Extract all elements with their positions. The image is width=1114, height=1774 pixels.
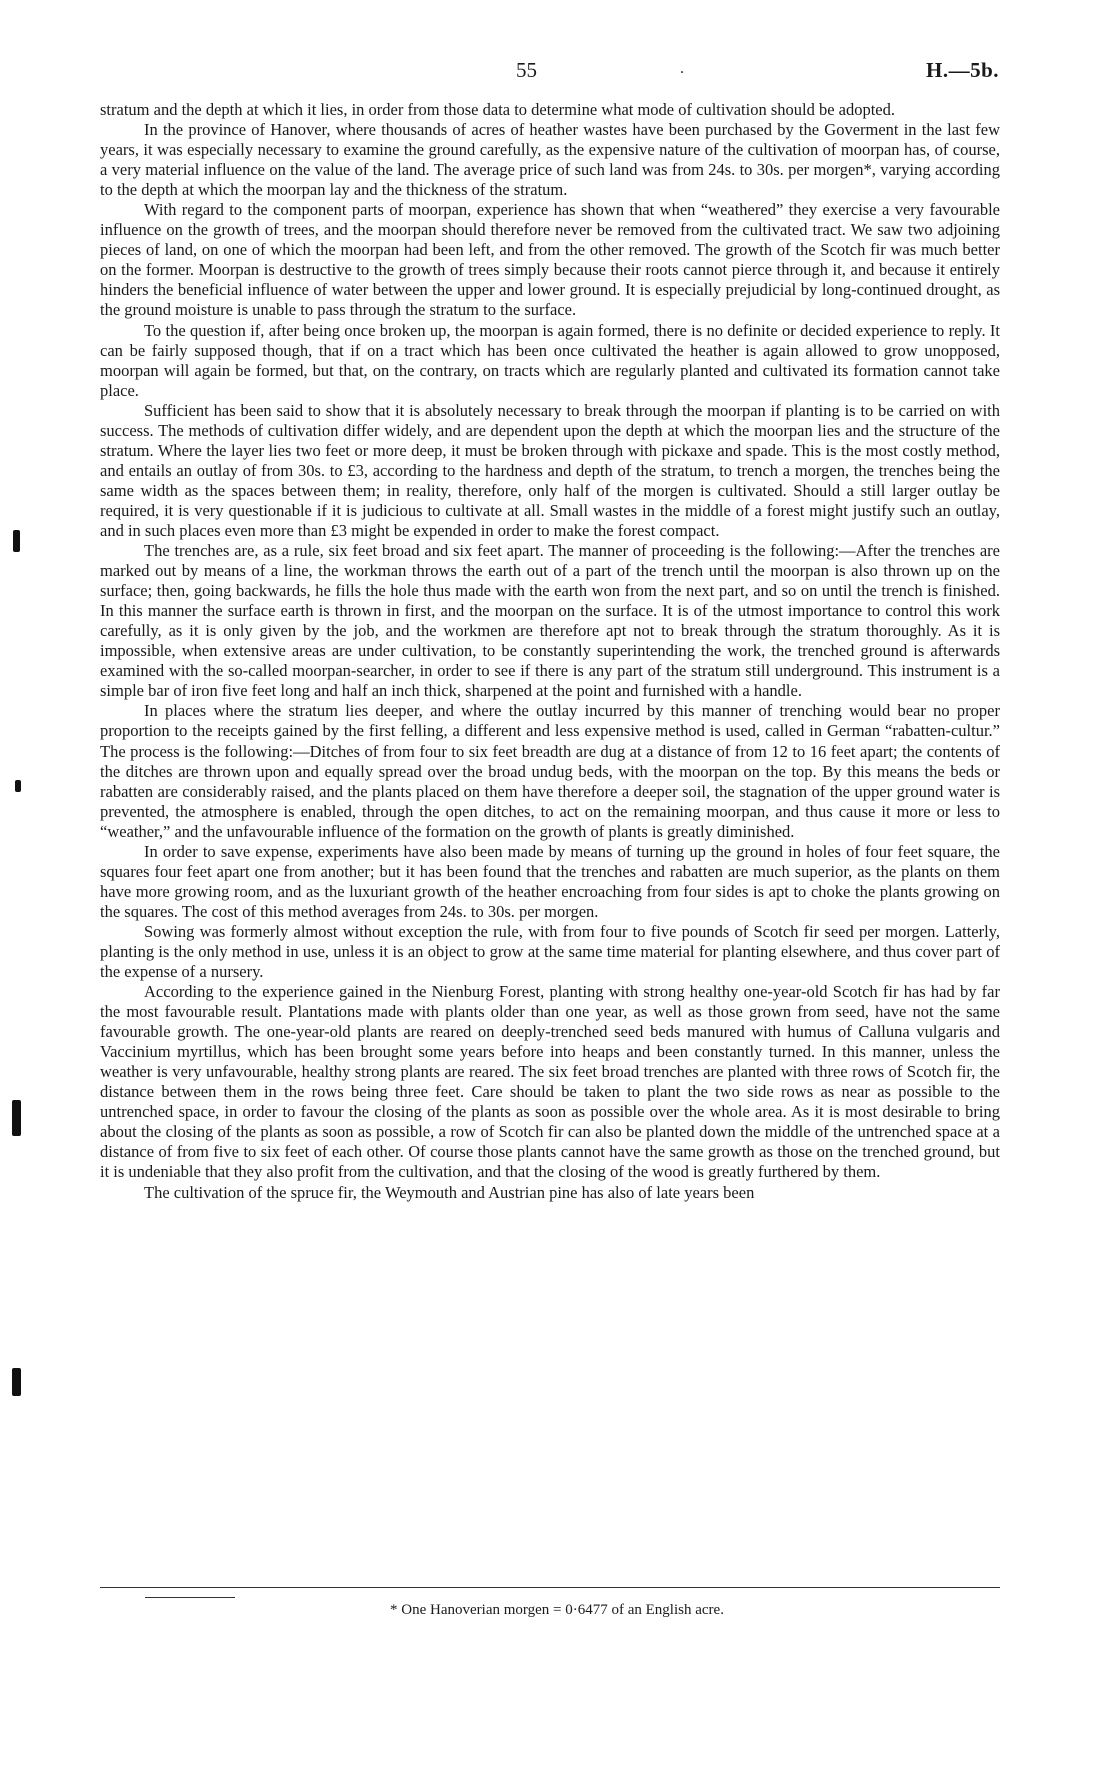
margin-mark: [15, 780, 21, 792]
page-number: 55: [516, 58, 537, 82]
document-series-code: H.—5b.: [925, 58, 999, 82]
paragraph: The trenches are, as a rule, six feet broad and six feet apart. The manner of proceeding is the following:—After the trenches are marked out by means of a line, the workman throws the earth out of a part of the trench until the moorpan is also thrown up on the surface; then, going backwards, he fills the hole thus made with the earth won from the next part, and so on until the trench is finished. In this manner the surface earth is thrown in first, and the moorpan on the surface. It is of the utmost importance to control this work carefully, as it is only given by the job, and the workmen are therefore apt not to break through the stratum thoroughly. As it is impossible, when extensive areas are under cultivation, to be constantly superintending the work, the trenched ground is afterwards examined with the so-called moorpan-searcher, in order to see if there is any part of the stratum still underground. This instrument is a simple bar of iron five feet long and half an inch thick, sharpened at the point and furnished with a handle.: [100, 541, 1000, 701]
footnote-divider: [100, 1587, 1000, 1588]
paragraph: Sufficient has been said to show that it is absolutely necessary to break through the moorpan if planting is to be carried on with success. The methods of cultivation differ widely, and are dependent upon the depth at which the moorpan lies and the structure of the stratum. Where the layer lies two feet or more deep, it must be broken through with pickaxe and spade. This is the most costly method, and entails an outlay of from 30s. to £3, according to the hardness and depth of the stratum, to trench a morgen, the trenches being the same width as the spaces between them; in reality, therefore, only half of the morgen is cultivated. Should a still larger outlay be required, it is very questionable if it is judicious to cultivate at all. Small wastes in the middle of a forest might justify such an outlay, and in such places even more than £3 might be expended in order to make the forest compact.: [100, 400, 1000, 540]
footnote: * One Hanoverian morgen = 0·6477 of an English acre.: [390, 1602, 724, 1618]
paragraph: stratum and the depth at which it lies, in order from those data to determine what mode of cultivation should be adopted.: [100, 100, 896, 119]
paragraph: According to the experience gained in the Nienburg Forest, planting with strong healthy one-year-old Scotch fir has had by far the most favourable result. Plantations made with plants older than one year, as well as those grown from seed, have not the same favourable growth. The one-year-old plants are reared on deeply-trenched seed beds manured with humus of Calluna vulgaris and Vaccinium myrtillus, which has been brought some years before into heaps and been constantly turned. In this manner, unless the weather is very unfavourable, healthy strong plants are reared. The six feet broad trenches are planted with three rows of Scotch fir, the distance between them in the rows being three feet. Care should be taken to plant the two side rows as near as possible to the untrenched space, in order to favour the closing of the plants as soon as possible over the whole area. As it is most desirable to bring about the closing of the plants as soon as possible, a row of Scotch fir can also be planted down the middle of the untrenched space at a distance of from five to six feet of each other. Of course those plants cannot have the same growth as those on the trenched ground, but it is undeniable that they also profit from the cultivation, and that the closing of the wood is greatly furthered by them.: [100, 982, 1000, 1182]
margin-mark: [12, 1368, 21, 1396]
margin-mark: [12, 1100, 21, 1136]
paragraph: With regard to the component parts of moorpan, experience has shown that when “weathered” they exercise a very favourable influence on the growth of trees, and the moorpan should therefore never be removed from the cultivated tract. We saw two adjoining pieces of land, on one of which the moorpan had been left, and from the other removed. The growth of the Scotch fir was much better on the former. Moorpan is destructive to the growth of trees simply because their roots cannot pierce through it, and because it entirely hinders the beneficial influence of water between the upper and lower ground. It is especially prejudicial by long-continued drought, as the ground moisture is unable to pass through the stratum to the surface.: [100, 200, 1000, 320]
paragraph: Sowing was formerly almost without exception the rule, with from four to five pounds of Scotch fir seed per morgen. Latterly, planting is the only method in use, unless it is an object to grow at the same time material for planting elsewhere, and thus cover part of the expense of a nursery.: [100, 921, 1000, 982]
main-text: [100, 100, 1000, 1203]
header-mark: .: [680, 60, 684, 77]
margin-mark: [13, 530, 20, 552]
page-header: [0, 58, 1114, 88]
paragraph: In places where the stratum lies deeper, and where the outlay incurred by this manner of trenching would bear no proper proportion to the receipts gained by the first felling, a different and less expensive method is used, called in German “rabatten-cultur.” The process is the following:—Ditches of from four to six feet breadth are dug at a distance of from 12 to 16 feet apart; the contents of the ditches are thrown upon and equally spread over the broad undug beds, with the moorpan on the top. By this means the beds or rabatten are considerably raised, and the plants placed on them have therefore a deeper soil, the stagnation of the upper ground water is prevented, the atmosphere is enabled, through the open ditches, to act on the remaining moorpan, and thus cause it more or less to “weather,” and the unfavourable influence of the formation on the growth of plants is greatly diminished.: [100, 701, 1000, 841]
paragraph: In order to save expense, experiments have also been made by means of turning up the ground in holes of four feet square, the squares four feet apart one from another; but it has been found that the trenches and rabatten are much superior, as the plants on them have more growing room, and as the luxuriant growth of the heather encroaching from four sides is apt to choke the plants growing on the squares. The cost of this method averages from 24s. to 30s. per morgen.: [100, 841, 1000, 921]
footnote-divider-short: [145, 1597, 235, 1598]
paragraph: To the question if, after being once broken up, the moorpan is again formed, there is no definite or decided experience to reply. It can be fairly supposed though, that if on a tract which has been once cultivated the heather is again allowed to grow unopposed, moorpan will again be formed, but that, on the contrary, on tracts which are regularly planted and cultivated its formation cannot take place.: [100, 320, 1000, 400]
paragraph: The cultivation of the spruce fir, the Weymouth and Austrian pine has also of late years been: [144, 1182, 755, 1202]
paragraph: In the province of Hanover, where thousands of acres of heather wastes have been purchased by the Goverment in the last few years, it was especially necessary to examine the ground carefully, as the expensive nature of the cultivation of moorpan has, of course, a very material influence on the value of the land. The average price of such land was from 24s. to 30s. per morgen*, varying according to the depth at which the moorpan lay and the thickness of the stratum.: [100, 120, 1000, 200]
